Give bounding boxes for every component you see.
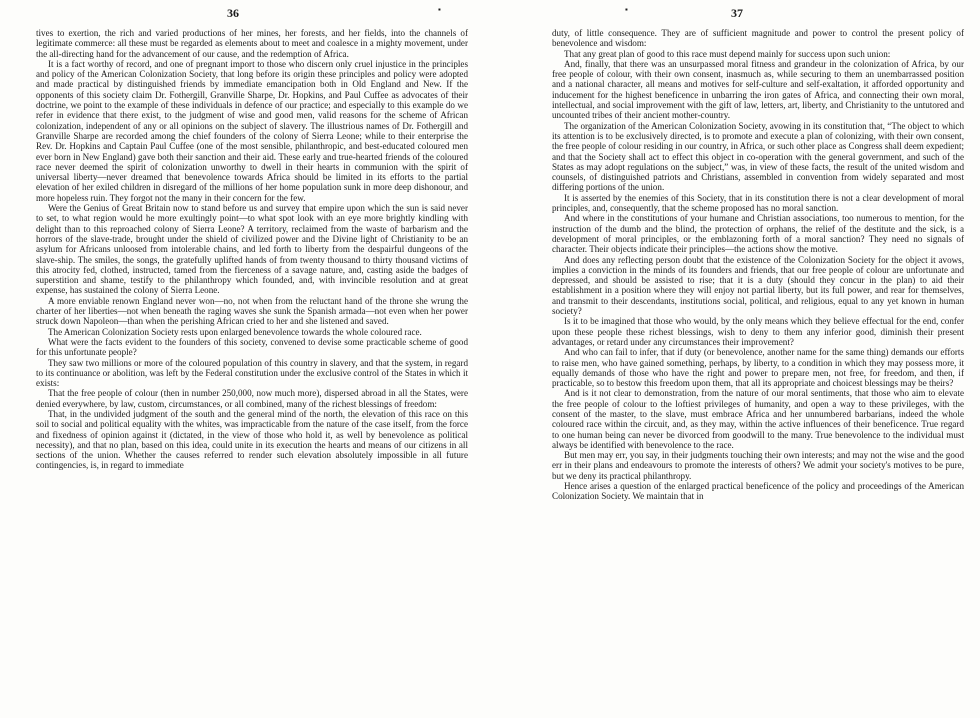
- paragraph: That any great plan of good to this race must depend mainly for success upon such union:: [564, 48, 891, 59]
- paragraph: And where in the constitutions of your humane and Christian associations, too numerous to mention, for the instruction of the dumb and the blind, the protection of orphans, the relief of the destitute and the sick, is a development of moral principles, or the emblazoning forth of a moral sanction? They need no signals of character. Their objects indicate their principles—the actions show the motive.: [552, 213, 964, 255]
- paragraph: It is a fact worthy of record, and one of pregnant import to those who discern only cruel injustice in the principles and policy of the American Colonization Society, that long before its origin these principles and policy were adopted and made practical by distinguished friends by immediate emancipation both in Old England and New. If the opponents of this society claim Dr. Fothergill, Granville Sharpe, Dr. Hopkins, and Paul Cuffee as advocates of their doctrine, we point to the example of these individuals in defence of our practice; and especially to this example do we refer in evidence that there exist, to the judgment of wise and good men, valid reasons for the scheme of African colonization, independent of any or all opinions on the subject of slavery. The illustrious names of Dr. Fothergill and Granville Sharpe are recorded among the chief founders of the colony of Sierra Leone; while to their enterprise the Rev. Dr. Hopkins and Captain Paul Cuffee (one of the most sensible, philanthropic, and best-educated coloured men ever born in New England) gave both their sanction and their aid. These early and true-hearted friends of the coloured race never deemed the spirit of colonization unworthy to dwell in their hearts in communion with the spirit of universal liberty—never dreamed that benevolence towards Africa should be limited in its efforts to the partial elevation of her exiled children in disregard of the millions of her home population sunk in more deep dishonour, and more hopeless ruin. They forgot not the many in their concern for the few.: [36, 58, 468, 203]
- paragraph: That, in the undivided judgment of the south and the general mind of the north, the elevation of this race on this soil to social and political equality with the whites, was impracticable from the nature of the case itself, from the force and fixedness of opinion against it (dictated, in the view of those who hold it, as well by benevolence as political necessity), and that no plan, based on this idea, could unite in its execution the hearts and means of our citizens in all sections of the union. Whether the causes referred to render such elevation absolutely impossible in all future contingencies, is, in regard to immediate: [36, 408, 468, 471]
- page-text: [552, 28, 964, 502]
- paragraph: The organization of the American Colonization Society, avowing in its constitution that, “The object to which its attention is to be exclusively directed, is to promote and execute a plan of colonizing, with their own consent, the free people of colour residing in our country, in Africa, or such other place as Congress shall deem expedient; and that the Society shall act to effect this object in co-operation with the general government, and such of the States as may adopt regulations on the subject,” was, in view of these facts, the result of the united wisdom and counsels, of distinguished patriots and Christians, assembled in convention from widely separated and most differing portions of the union.: [552, 120, 964, 193]
- paragraph: duty, of little consequence. They are of sufficient magnitude and power to control the present policy of benevolence and wisdom:: [552, 28, 964, 49]
- right-page: [490, 0, 980, 718]
- page-text: [36, 28, 468, 471]
- paragraph: That the free people of colour (then in number 250,000, now much more), dispersed abroad in all the States, were denied everywhere, by law, custom, circumstances, or all combined, many of the richest blessings of freedom:: [36, 388, 468, 409]
- paragraph: And who can fail to infer, that if duty (or benevolence, another name for the same thing) demands our efforts to raise men, who have gained something, perhaps, by liberty, to a condition in which they may possess more, it equally demands of those who have the right and power to prepare men, not free, for freedom, and then, if practicable, so to bestow this freedom upon them, that all its appropriate and choicest blessings may be theirs?: [552, 347, 964, 389]
- paragraph: What were the facts evident to the founders of this society, convened to devise some practicable scheme of good for this unfortunate people?: [36, 336, 468, 358]
- printer-mark: ▪: [438, 5, 441, 14]
- page-number: 36: [227, 6, 239, 20]
- paragraph: A more enviable renown England never won—no, not when from the reluctant hand of the throne she wrung the charter of her liberties—not when beneath the raging waves she sunk the Spanish armada—not even when her power struck down Napoleon—than when the perishing African cried to her and she listened and saved.: [36, 295, 468, 327]
- page-number: 37: [731, 6, 743, 20]
- printer-mark: ▪: [625, 5, 628, 14]
- paragraph: They saw two millions or more of the coloured population of this country in slavery, and that the system, in regard to its continuance or abolition, was left by the Federal constitution under the exclusive control of the States in which it exists:: [36, 357, 468, 389]
- paragraph: But men may err, you say, in their judgments touching their own interests; and may not the wise and the good err in their plans and endeavours to promote the interests of others? We admit your society's motives to be pure, but we deny its practical philanthropy.: [552, 450, 964, 481]
- paragraph: tives to exertion, the rich and varied productions of her mines, her forests, and her fields, into the channels of legitimate commerce: all these must be regarded as elements about to meet and coalesce in a mighty movement, under the all-directing hand for the advancement of our cause, and the redemption of Africa.: [36, 28, 468, 59]
- paragraph: It is asserted by the enemies of this Society, that in its constitution there is not a clear development of moral principles, and, consequently, that the scheme proposed has no moral sanction.: [552, 192, 964, 214]
- paragraph: Hence arises a question of the enlarged practical beneficence of the policy and proceedings of the American Colonization Society. We maintain that in: [552, 481, 964, 502]
- paragraph: And does any reflecting person doubt that the existence of the Colonization Society for the object it avows, implies a conviction in the minds of its founders and friends, that our free people of colour are unfortunate and depressed, and should be assisted to rise; that it is a duty (should they concur in the plan) to aid their establishment in a position where they will enjoy not partial liberty, but its full power, and rear for themselves, and transmit to their descendants, institutions social, political, and religious, equal to any yet known in human society?: [552, 254, 964, 317]
- paragraph: The American Colonization Society rests upon enlarged benevolence towards the whole coloured race.: [48, 326, 422, 337]
- paragraph: Were the Genius of Great Britain now to stand before us and survey that empire upon which the sun is said never to set, to what region would he more exultingly point—to what spot look with an eye more brightly kindling with delight than to this reproached colony of Sierra Leone? A territory, reclaimed from the waste of barbarism and the horrors of the slave-trade, brought under the shield of civilized power and the Divine light of Christianity to be an asylum for Africans unloosed from intolerable chains, and led forth to liberty from the despairful dungeons of the slave-ship. The smiles, the songs, the gratefully uplifted hands of from twenty thousand to thirty thousand victims of this atrocity fed, clothed, instructed, tamed from the fierceness of a savage nature, and, casting aside the badges of superstition and shame, testify to the philanthropy which founded, and, with invincible resolution and at great expense, has sustained the colony of Sierra Leone.: [36, 203, 468, 296]
- paragraph: Is it to be imagined that those who would, by the only means which they believe effectual for the end, confer upon these people these richest blessings, wish to deny to them any inferior good, diminish their present advantages, or retard under any circumstances their improvement?: [552, 316, 964, 347]
- paragraph: And, finally, that there was an unsurpassed moral fitness and grandeur in the colonization of Africa, by our free people of colour, with their own consent, inasmuch as, while securing to them an unembarrassed position and a national character, all means and motives for self-culture and self-exaltation, it afforded opportunity and inducement for the highest beneficence in unbarring the iron gates of Africa, and connecting their own moral, intellectual, and social improvement with the gift of law, letters, art, liberty, and Christianity to the untutored and uncounted tribes of their ancient mother-country.: [552, 58, 964, 121]
- paragraph: And is it not clear to demonstration, from the nature of our moral sentiments, that those who aim to elevate the free people of colour to the loftiest privileges of humanity, and open a way to these privileges, with the consent of the master, to the slave, must embrace Africa and her unnumbered barbarians, indeed the whole coloured race within the circuit, and, as they may, within the active influences of their beneficence. True regard to one human being can never be divorced from goodwill to the many. True benevolence to the individual must always be identified with benevolence to the race.: [552, 388, 964, 450]
